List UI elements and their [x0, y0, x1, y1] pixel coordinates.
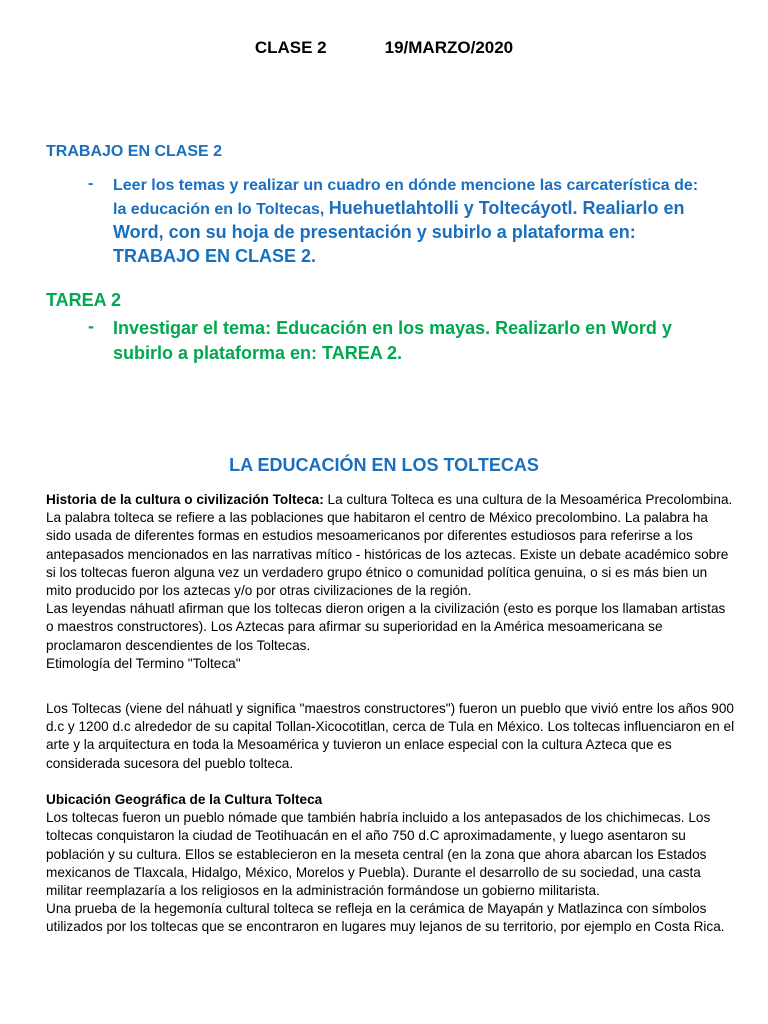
legends-paragraph: Las leyendas náhuatl afirman que los toltecas dieron origen a la civilización (esto es porque los llamaban artistas o maestros constructores). Los Aztecas para afirmar su superioridad en la América mesoamericana se proclamaron descendientes de los Toltecas. [46, 601, 726, 653]
assignment-title: TRABAJO EN CLASE 2 [46, 143, 223, 160]
class-label: CLASE 2 [254, 38, 327, 57]
etymology-line: Etimología del Termino "Tolteca" [46, 655, 241, 671]
history-text: La cultura Tolteca es una cultura de la Mesoamérica Precolombina. La palabra tolteca se refiere a las poblaciones que habitaron el centro de México precolombino. La palabra ha sido usada de diferentes formas en estudios mesoamericanos por diferentes estudiosos para referirse a los antepasados mencionados en las narrativas mítico - históricas de los aztecas. Existe un debate académico sobre si los toltecas fueron alguna vez un verdadero grupo étnico o comunidad política genuina, o si es más bien un mito producido por los aztecas y/o por otras civilizaciones de la región. [46, 492, 733, 599]
history-section [46, 491, 736, 673]
location-heading [46, 791, 736, 809]
etymology-section [46, 700, 736, 773]
homework-text: Investigar el tema: Educación en los mayas. Realizarlo en Word y subirlo a plataforma en: TAREA 2. [113, 318, 672, 363]
homework-title: TAREA 2 [46, 290, 122, 310]
location-heading-text: Ubicación Geográfica de la Cultura Tolteca [46, 792, 323, 807]
page-header [0, 38, 768, 58]
etymology-paragraph: Los Toltecas (viene del náhuatl y significa "maestros constructores") fueron un pueblo que vivió entre los años 900 d.c y 1200 d.c alrededor de su capital Tollan-Xicocotitlan, cerca de Tula en México. Los toltecas influenciaron en el arte y la arquitectura en toda la Mesoamérica y tuvieron un enlace especial con la cultura Azteca que es considerada sucesora del pueblo tolteca. [46, 701, 735, 771]
history-heading: Historia de la cultura o civilización Tolteca: [46, 492, 324, 507]
assignment-text [113, 175, 713, 269]
bullet-dash: - [88, 175, 94, 192]
class-date: 19/MARZO/2020 [384, 38, 514, 57]
history-paragraph [46, 491, 736, 600]
location-section [46, 791, 736, 937]
ceramics-paragraph: Una prueba de la hegemonía cultural tolteca se refleja en la cerámica de Mayapán y Matlazinca con símbolos utilizados por los toltecas que se encontraron en lugares muy lejanos de su territorio, por ejemplo en Costa Rica. [46, 901, 725, 935]
bullet-dash: - [88, 316, 94, 336]
assignment-text-a: Leer los temas y realizar un cuadro en dónde mencione las carcaterística de: la educación en lo Toltecas, [113, 177, 699, 218]
location-paragraph: Los toltecas fueron un pueblo nómade que también habría incluido a los antepasados de los chichimecas. Los toltecas conquistaron la ciudad de Teotihuacán en el año 750 d.C aproximadamente, y luego asentaron su población y su cultura. Ellos se establecieron en la meseta central (en la zona que ahora abarcan los Estados mexicanos de Tlaxcala, Hidalgo, México, Morelos y Puebla). Durante el desarrollo de su sociedad, una casta militar reemplazaría a los religiosos en la administración formándose un gobierno militarista. [46, 810, 711, 899]
article-title: LA EDUCACIÓN EN LOS TOLTECAS [229, 455, 539, 475]
assignment-text-b: Huehuetlahtolli y Toltecáyotl. Realiarlo en Word, con su hoja de presentación y subirlo a plataforma en: TRABAJO EN CLASE 2. [113, 198, 685, 266]
